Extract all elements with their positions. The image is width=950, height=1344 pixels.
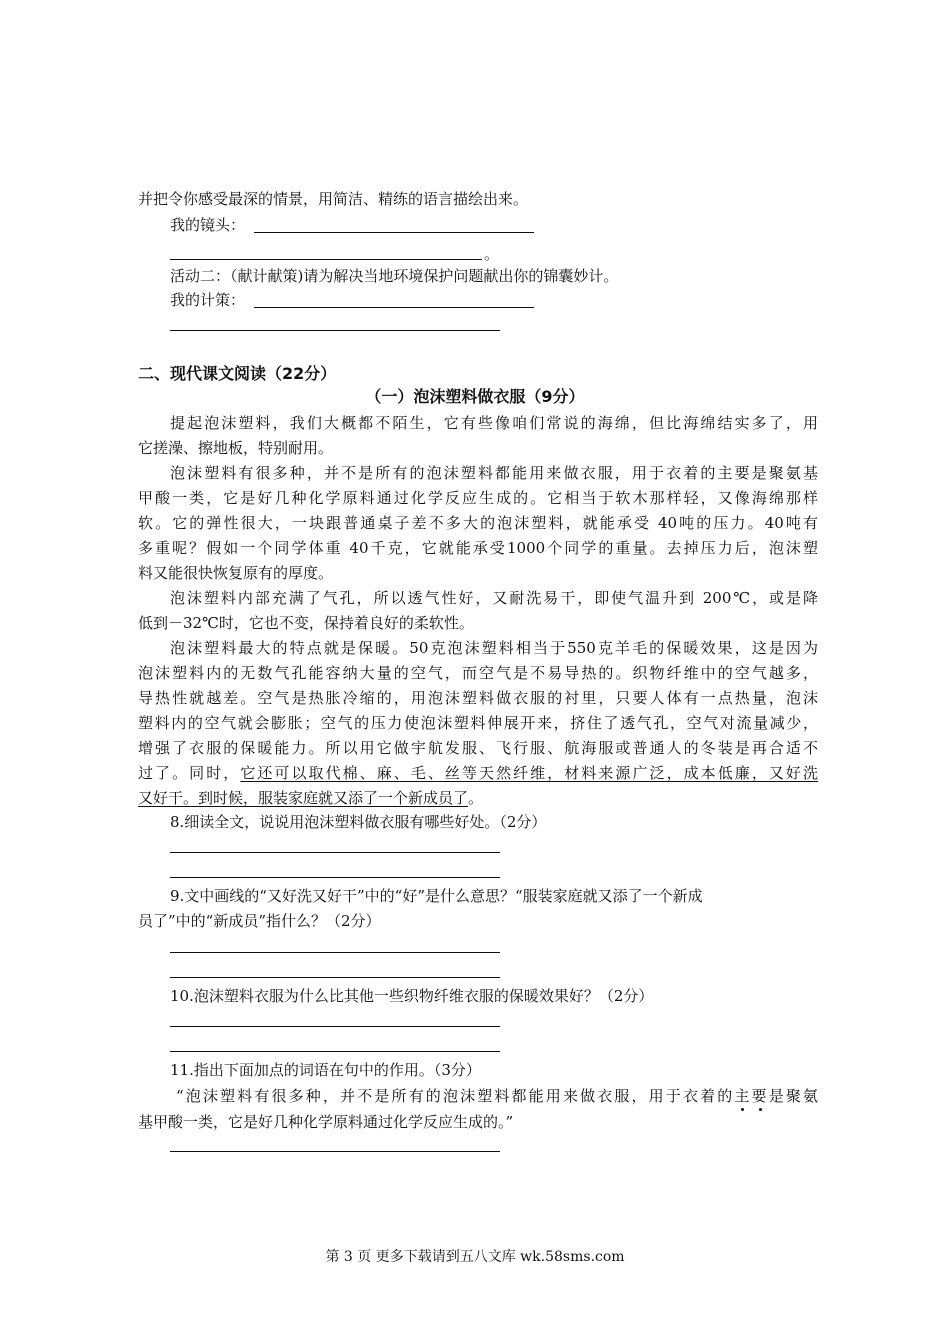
my-shot-label: 我的镜头：: [170, 216, 246, 234]
q8-answer-line-2[interactable]: [170, 877, 500, 878]
emphasis-dot-char-1: 主: [734, 1087, 752, 1105]
emphasis-dot-char-2: 要: [751, 1087, 769, 1105]
shot-end-mark: 。: [484, 245, 500, 263]
my-shot-answer-line-2[interactable]: [170, 259, 482, 260]
q11-quote-line-1: [176, 1084, 818, 1108]
passage-p2-line-1: 泡沫塑料有很多种，并不是所有的泡沫塑料都能用来做衣服，用于衣着的主要是聚氨基: [170, 464, 818, 482]
q8-answer-line-1[interactable]: [170, 852, 500, 853]
passage-p4-line-7: [138, 786, 818, 810]
passage-p4-line-5: 增强了衣服的保暖能力。所以用它做宇航发服、飞行服、航海服或普通人的冬装是再合适不: [138, 739, 818, 757]
question-8: 8.细读全文，说说用泡沫塑料做衣服有哪些好处。（2分）: [170, 813, 547, 831]
passage-p2-line-5: 料又能很快恢复原有的厚度。: [138, 564, 334, 582]
p4-end-mark: 。: [468, 789, 484, 807]
passage-p4-line-3: 导热性就越差。空气是热胀冷缩的，用泡沫塑料做衣服的衬里，只要人体有一点热量，泡沫: [138, 689, 818, 707]
q9-answer-line-1[interactable]: [170, 952, 500, 953]
passage-p4-line-4: 塑料内的空气就会膨胀；空气的压力使泡沫塑料伸展开来，挤住了透气孔，空气对流量减少，: [138, 714, 818, 732]
underlined-sentence-part-2: 又好干。到时候，服装家庭就又添了一个新成员了: [138, 789, 469, 807]
passage-p2-line-4: 多重呢？假如一个同学体重 40千克，它就能承受1000个同学的重量。去掉压力后，泡沫塑: [138, 539, 818, 557]
passage-p1-line-1: 提起泡沫塑料，我们大概都不陌生，它有些像咱们常说的海绵，但比海绵结实多了，用: [170, 414, 818, 432]
q11-answer-line[interactable]: [170, 1151, 500, 1152]
q10-answer-line-1[interactable]: [170, 1026, 500, 1027]
passage-p2-line-3: 软。它的弹性很大，一块跟普通桌子差不多大的泡沫塑料，就能承受 40吨的压力。40吨有: [138, 514, 818, 532]
passage-p3-line-1: 泡沫塑料内部充满了气孔，所以透气性好，又耐洗易干，即使气温升到 200℃，或是降: [170, 589, 818, 607]
question-9-line-2: 员了”中的“新成员”指什么？（2分）: [138, 912, 381, 930]
passage-p3-line-2: 低到－32℃时，它也不变，保持着良好的柔软性。: [138, 614, 474, 632]
my-plan-answer-line-1[interactable]: [254, 307, 534, 308]
q11-quote-post: 是聚氨: [768, 1087, 818, 1105]
my-plan-label: 我的计策：: [170, 291, 246, 309]
passage-p4-line-2: 泡沫塑料内的无数气孔能容纳大量的空气，而空气是不易导热的。织物纤维中的空气越多，: [138, 664, 818, 682]
q11-quote-pre: “泡沫塑料有很多种，并不是所有的泡沫塑料都能用来做衣服，用于衣着的: [176, 1087, 735, 1105]
page-footer: 第 3 页 更多下载请到五八文库 wk.58sms.com: [325, 1249, 625, 1265]
my-plan-answer-line-2[interactable]: [170, 330, 500, 331]
q10-answer-line-2[interactable]: [170, 1051, 500, 1052]
underlined-sentence-part-1: 它还可以取代棉、麻、毛、丝等天然纤维，材料来源广泛，成本低廉，又好洗: [240, 764, 818, 782]
q9-answer-line-2[interactable]: [170, 977, 500, 978]
question-10: 10.泡沫塑料衣服为什么比其他一些织物纤维衣服的保暖效果好？（2分）: [170, 987, 654, 1005]
passage-title: （一）泡沫塑料做衣服（9分）: [365, 387, 585, 406]
intro-line: 并把令你感受最深的情景，用简洁、精练的语言描绘出来。: [138, 190, 529, 208]
q11-quote-line-2: 基甲酸一类，它是好几种化学原料通过化学反应生成的。”: [138, 1113, 514, 1131]
activity-two: 活动二：（献计献策)请为解决当地环境保护问题献出你的锦囊妙计。: [170, 267, 619, 285]
my-shot-answer-line-1[interactable]: [254, 232, 534, 233]
section-heading: 二、现代课文阅读（22分）: [138, 364, 337, 383]
question-9-line-1: 9.文中画线的“又好洗又好干”中的“好”是什么意思？“服装家庭就又添了一个新成: [170, 887, 703, 905]
p4-plain-text: 过了。同时，: [138, 764, 241, 782]
passage-p4-line-1: 泡沫塑料最大的特点就是保暖。50克泡沫塑料相当于550克羊毛的保暖效果，这是因为: [170, 639, 818, 657]
passage-p1-line-2: 它搓澡、擦地板，特别耐用。: [138, 439, 334, 457]
passage-p4-line-6: [138, 761, 818, 785]
question-11: 11.指出下面加点的词语在句中的作用。（3分）: [170, 1061, 481, 1079]
passage-p2-line-2: 甲酸一类，它是好几种化学原料通过化学反应生成的。它相当于软木那样轻，又像海绵那样: [138, 489, 818, 507]
